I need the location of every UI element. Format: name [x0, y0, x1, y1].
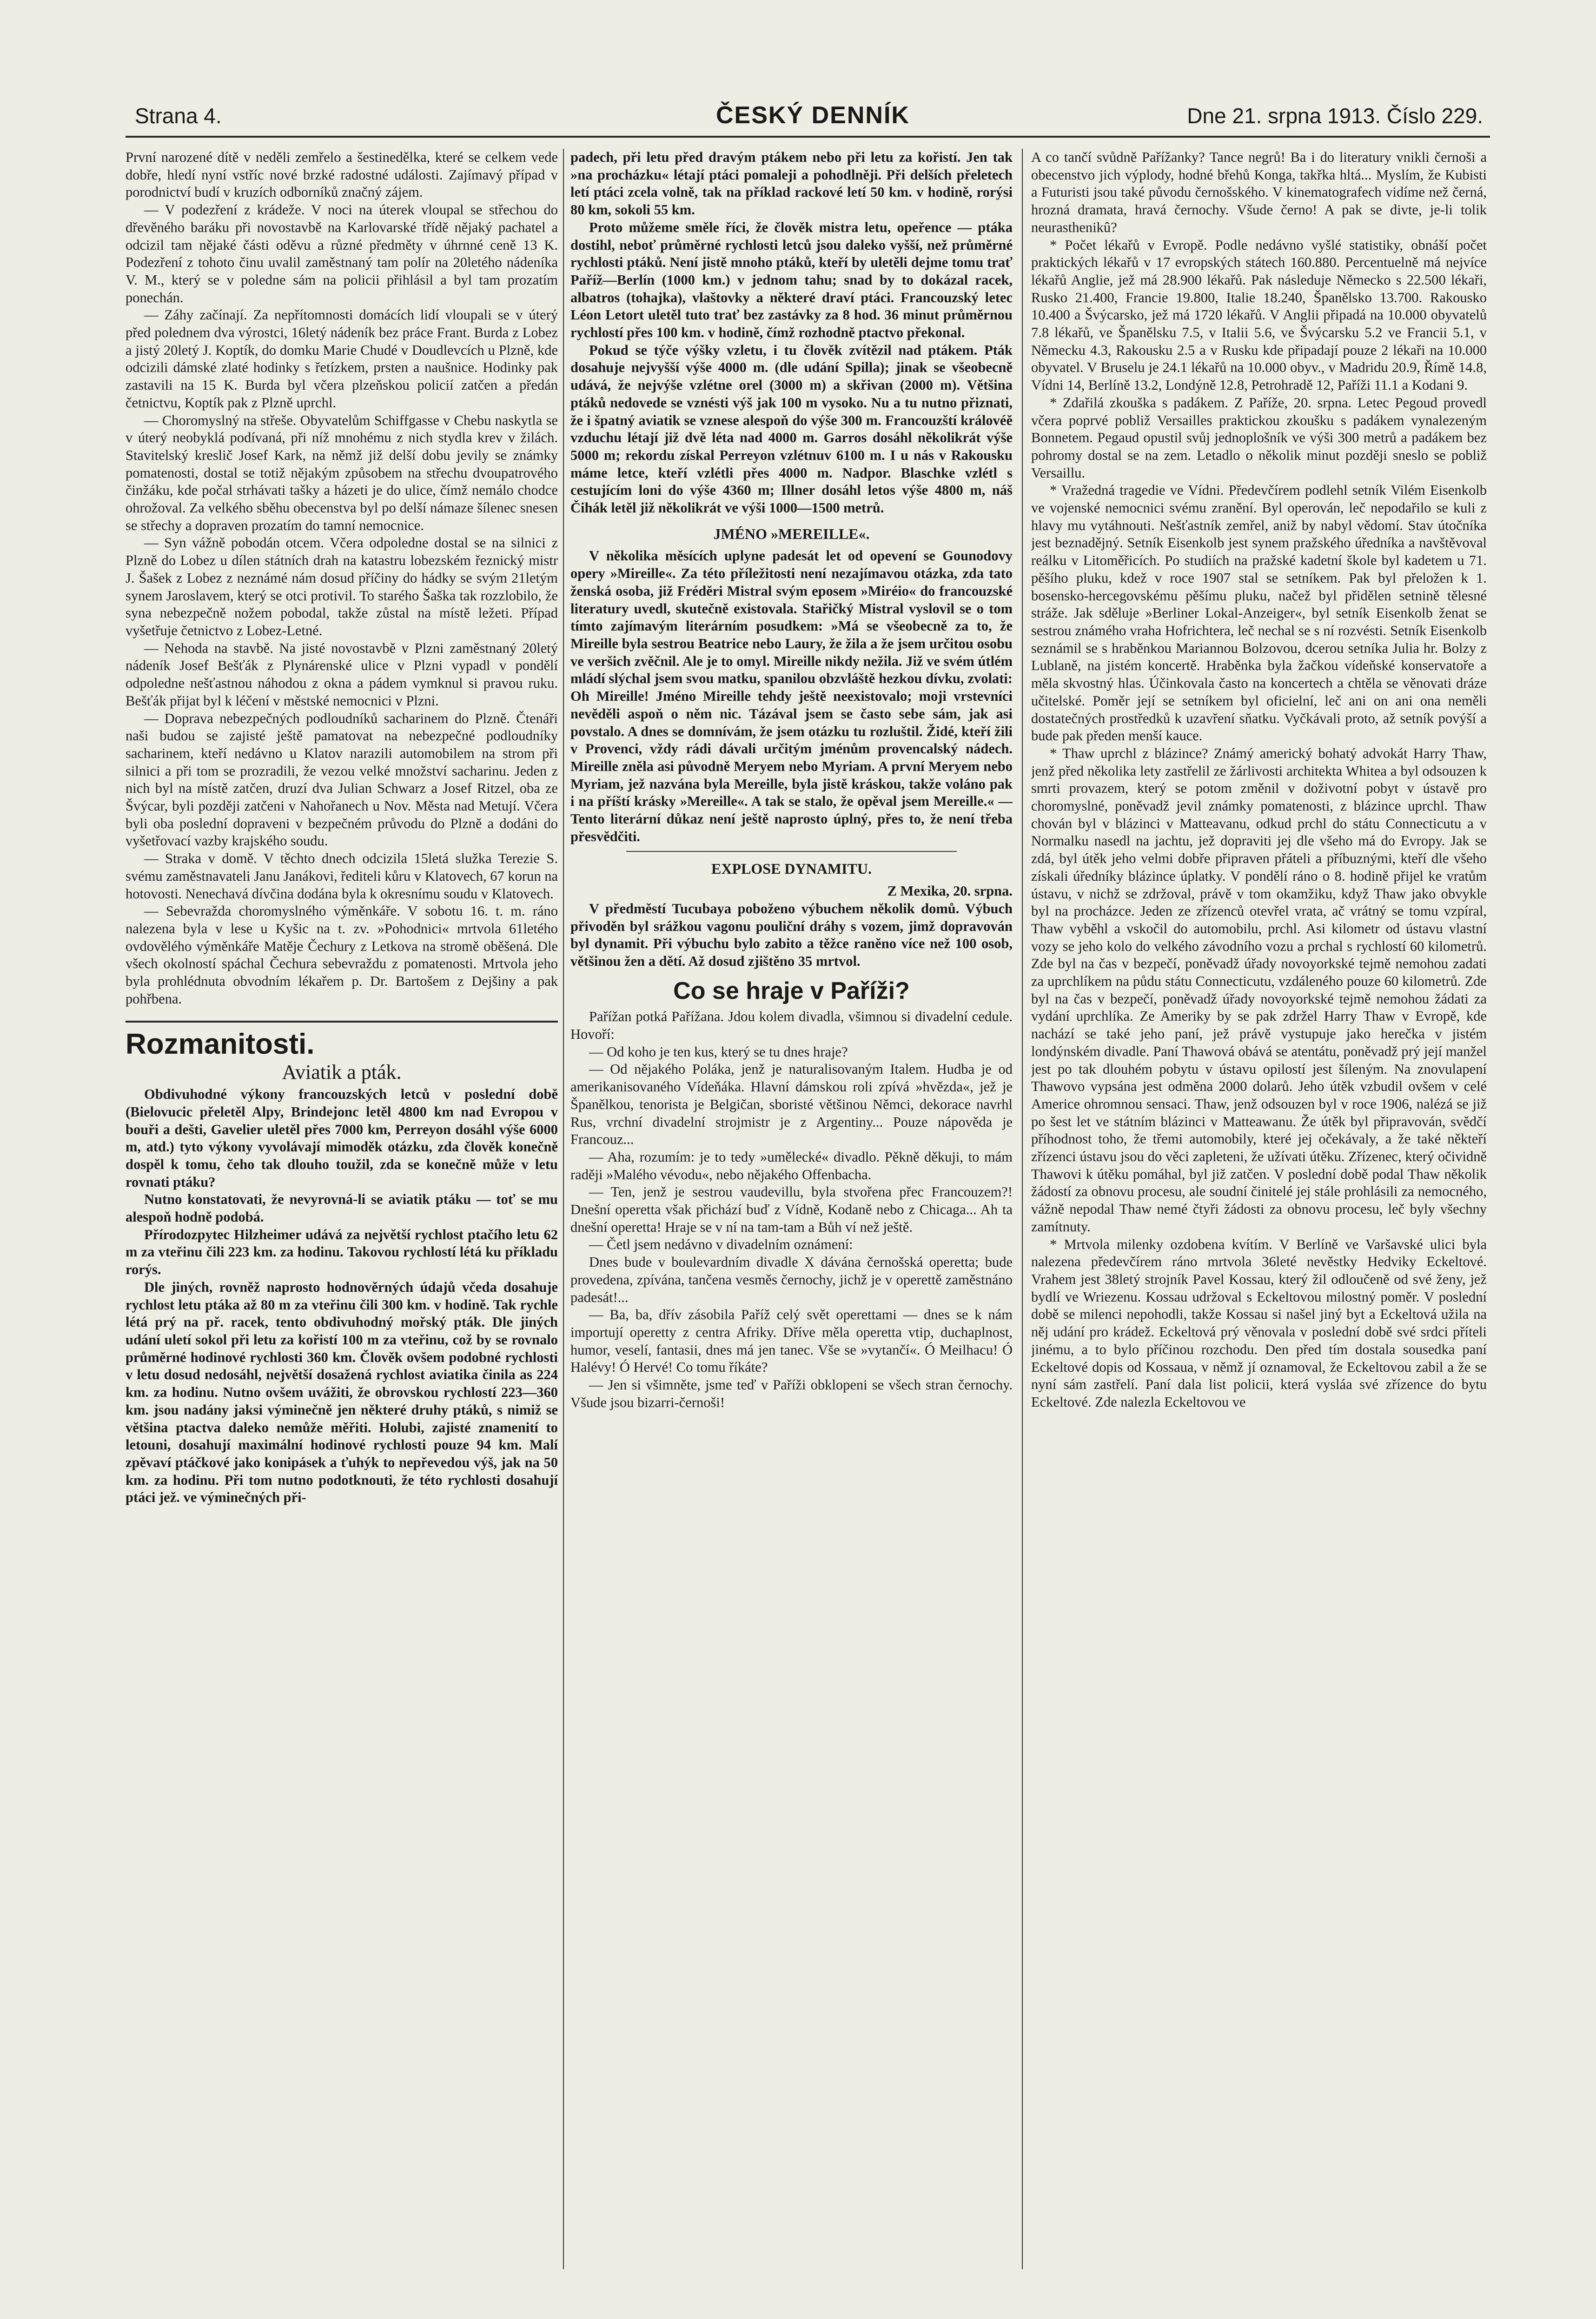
column-2: [570, 149, 1013, 2269]
masthead: ČESKÝ DENNÍK: [716, 102, 910, 129]
article-paragraph: * Počet lékařů v Evropě. Podle nedávno vyšlé statistiky, obnáší počet praktických lékařů v 17 evropských státech 160.880. Percentuelně má nejvíce lékařů Anglie, jež má 28.900 lékařů. Pak následuje Německo s 22.500 lékaři, Rusko 21.400, Francie 19.800, Italie 18.240, Španělsko 13.700. Rakousko 10.400 a Švýcarsko, jež má 1720 lékařů. V Anglii připadá na 10.000 obyvatelů 7.8 lékařů, ve Španělsku 7.5, v Italii 5.6, ve Švýcarsku 5.2 ve Francii 5.1, v Německu 4.3, Rakousku 2.5 a v Rusku kde připadají pouze 2 lékaři na 10.000 obyvatel. V Bruselu je 24.1 lékařů na 10.000 obyv., v Madridu 20.9, Římě 14.8, Vídni 14, Berlíně 13.2, Londýně 12.8, Petrohradě 12, Paříži 11.1 a Kodani 9.: [1031, 237, 1487, 393]
issue-date: Dne 21. srpna 1913. Číslo 229.: [1187, 104, 1483, 128]
article-paragraph: — Ten, jenž je sestrou vaudevillu, byla stvořena přec Francouzem?! Dnešní operetta však přichází buď z Vídně, Kodaně nebo z Chicaga... Ah ta dnešní operetta! Hraje se v ní na tam-tam a Bůh ví než ještě.: [570, 1184, 1013, 1235]
article-paragraph: — Nehoda na stavbě. Na jisté novostavbě v Plzni zaměstnaný 20letý nádeník Josef Bešťák z Plynárenské ulice v Plzni vypadl v pondělí odpoledne nešťastnou náhodou z okna a pádem vymknul si pravou ruku. Bešťák přijat byl k léčení v městské nemocnici v Plzni.: [126, 640, 558, 709]
article-paragraph: Dle jiných, rovněž naprosto hodnověrných údajů včeda dosahuje rychlost letu ptáka až 80 m za vteřinu čili 300 km. v hodině. Tak rychle létá prý na př. racek, tento obdivuhodný mořský pták. Dle jiných udání uletí sokol při letu za kořistí 100 m za vteřinu, což by se rovnalo průměrné hodinové rychlosti 360 km. Člověk ovšem podobné rychlosti v letu dosud nedosáhl, největší dosažená rychlost aviatika činila as 224 km. za hodinu. Nutno ovšem uvážiti, že obrovskou rychlostí 223—360 km. jsou nadány jaksi výminečně jen některé druhy ptáků, s nimiž se většina ptactva daleko nemůže měřiti. Holubi, zajisté znamenití to letouni, dosahují maximální hodinové rychlosti pouze 94 km. Malí zpěvaví ptáčkové jako konipásek a ťuhýk to nepřevedou výš, jak na 50 km. za hodinu. Při tom nutno podotknouti, že této rychlosti dosahují ptáci jež. ve výminečných při-: [126, 1279, 558, 1506]
article-paragraph: Nutno konstatovati, že nevyrovná-li se aviatik ptáku — toť se mu alespoň hodně podobá.: [126, 1191, 558, 1225]
column-1: [126, 149, 558, 2269]
article-paragraph: V několika měsících uplyne padesát let od opevení se Gounodovy opery »Mireille«. Za této příležitosti není nezajímavou otázka, zda tato ženská osoba, již Fréděri Mistral svým eposem »Miréio« do francouzské literatury uvedl, skutečně existovala. Stařičký Mistral vyslovil se o tom tímto zajímavým literárním posudkem: »Má se všeobecně za to, že Mireille byla sestrou Beatrice nebo Laury, že žila a že jsem určitou osobu ve veršich zvěčnil. Ale je to omyl. Mireille nikdy nežila. Již ve svém útlém mládí slýchal jsem svou matku, spanilou obzvláště hezkou dívku, zvolati: Oh Mireille! Jméno Mireille tehdy ještě neexistovalo; moji vrstevníci nevěděli aspoň o něm nic. Tázával jsem se často sebe sám, jak asi povstalo. A dnes se domnívám, že jsem otázku tu rozluštil. Židé, kteří žili v Provenci, vždy rádi dávali určitým jménům provencalský nádech. Mireille zněla asi původně Meryem nebo Myriam. A první Meryem nebo Myriam, jež nazvána byla Mereille, byla jistě kráskou, takže voláno pak i na příští krásky »Mereille«. A tak se stalo, že opěval jsem Mereille.« — Tento literární důkaz není ještě naprosto úplný, přes to, že není třeba přesvědčiti.: [570, 548, 1013, 844]
page-header: [135, 103, 1483, 131]
article-paragraph: padech, při letu před dravým ptákem nebo při letu za kořistí. Jen tak »na procházku« létají ptáci pomaleji a pohodlněji. Při delších přeletech letí ptáci zcela volně, tak na příklad rackové letí 50 km. v hodině, rorýsi 80 km, sokoli 55 km.: [570, 149, 1013, 218]
article-paragraph: — Ba, ba, dřív zásobila Paříž celý svět operettami — dnes se k nám importují operetty z centra Afriky. Dříve měla operetta vtip, duchaplnost, humor, veselí, fantasii, dnes má jen tanec. Vše se »vytančí«. Ó Meilhacu! Ó Halévy! Ó Hervé! Co tomu říkáte?: [570, 1307, 1013, 1375]
article-paragraph: — Straka v domě. V těchto dnech odcizila 15letá služka Terezie S. svému zaměstnavateli Janu Janákovi, řediteli kůru v Klatovech, 67 korun na hotovosti. Nenechavá dívčina dodána byla k okresnímu soudu v Klatovech.: [126, 851, 558, 902]
article-paragraph: * Zdařilá zkouška s padákem. Z Paříže, 20. srpna. Letec Pegoud provedl včera poprvé pobliž Versailles praktickou zkoušku s padákem vynalezeným Bonnetem. Pegaud opustil svůj jednoplošník ve výši 300 metrů a padákem bez pohromy dostal se na zem. Letadlo o několik minut později sneslo se pobliž Versaillu.: [1031, 394, 1487, 481]
article-paragraph: V předměstí Tucubaya poboženo výbuchem několik domů. Výbuch přivoděn byl srážkou vagonu pouliční dráhy s vozem, jimž dopravován byl dynamit. Při výbuchu bylo zabito a těžce raněno více než 100 osob, většinou žen a dětí. Až dosud zjištěno 35 mrtvol.: [570, 900, 1013, 969]
article-paragraph: * Thaw uprchl z blázince? Známý americký bohatý advokát Harry Thaw, jenž před několika lety zastřelil ze žárlivosti architekta Whitea a byl odsouzen k smrti provazem, který se potom změnil v doživotní pobyt v ústavě pro choromyslné, poněvadž jevil známky pomatenosti, z blázince uprchl. Thaw chován byl v blázinci v Matteavanu, odkud prchl do státu Connecticutu a v Normalku nasedl na jachtu, jež dopraviti jej dle všeho má do Evropy. Jak se zdá, byl útěk jeho velmi dobře připraven přáteli a příbuznými, kteří dle všeho získali úředníky blázince úplatky. V pondělí ráno o 8. hodině přijel ke vratům ústavu, v nichž se zdržoval, právě v tom okamžiku, když Thaw jako obvykle byl na procházce. Jeden ze zřízenců otevřel vrata, ač vrátný se tomu vzpíral, Thaw vyběhl a vskočil do automobilu, prchl. Asi kilometr od ústavu vlastní vozy se jeho kolo do velkého závodního vozu a prchal s rychlostí 60 kilometrů. Zde byl na čas v bezpečí, poněvadž úřady novoyorkské tejmě nemohou zadati za uprchlíkem na půdu státu Connecticutu, vzdáleného pouze 60 kilometrů. Zde byl na čas v bezpečí, poněvadž úřady novoyorkské tejmě nemohou žádati za vydání uprchlíka. Ze Ameriky by se pak zdržel Harry Thaw v Evropě, kde nachází se také jeho paní, jež právě vystupuje jako herečka v jistém londýnském divadle. Paní Thawová obává se atentátu, poněvadž prý její manžel jest po tak dlouhém pobytu v ústavu opilostí jest šíleným. Na znovulapení Thawovo vypsána jest odměna 2000 dolarů. Jeho útěk vzbudil ovšem v celé Americe ohromnou sensaci. Thaw, jenž odsouzen byl v roce 1906, nalézá se již po šest let ve státním blázinci v Matteawanu. Že útěk byl připravován, svědčí příhodnost toho, že třemi automobily, které jej očekávaly, a že také někteří zřízenci ústavu jsou do věci zapleteni, že užívati útěku. Zřízenec, který očividně Thawovi k útěku pomáhal, byl již zatčen. V poslední době podal Thaw několik žádostí za obnovu procesu, ale soudní činitelé jej stále prohlásili za nemocného, vážně nepodal Thaw nemé čtyři žádosti za obnovu procesu, leč byly všechny zamítnuty.: [1031, 745, 1487, 1235]
section-title: Rozmanitosti.: [126, 1021, 558, 1061]
header-rule: [126, 136, 1490, 138]
article-paragraph: — Od nějakého Poláka, jenž je naturalisovaným Italem. Hudba je od amerikanisovaného Vídeňáka. Hlavní dámskou roli zpívá »hvězda«, jež je Španělkou, tenorista je Belgičan, sboristé většinou Němci, dekorace navrhl Rus, vrchní divadelní strojmistr je z Argentiny... Pouze nápověda je Francouz...: [570, 1061, 1013, 1148]
article-paragraph: Přírodozpytec Hilzheimer udává za největší rychlost ptačího letu 62 m za vteřinu čili 223 km. za hodinu. Takovou rychlostí létá ku příkladu rorýs.: [126, 1226, 558, 1278]
page-number: Strana 4.: [135, 104, 222, 128]
article-title: EXPLOSE DYNAMITU.: [711, 860, 872, 877]
article-title: Aviatik a pták.: [282, 1061, 402, 1084]
article-divider: [626, 851, 957, 852]
article-title: Co se hraje v Paříži?: [673, 977, 910, 1004]
article-paragraph: — Syn vážně pobodán otcem. Včera odpoledne dostal se na silnici z Plzně do Lobez u dílen státních drah na katastru lobezském řeznický mistr J. Šašek z Lobez z neznámé nám dosud příčiny do hádky se svým 21letým synem Jaroslavem, který se otci protivil. To starého Šaška tak rozzlobilo, že syna nebezpečně nožem pobodal, takže zůstal na místě ležeti. Případ vyšetřuje četnictvo z Lobez-Letné.: [126, 535, 558, 638]
article-paragraph: Pařížan potká Pařížana. Jdou kolem divadla, všimnou si divadelní cedule. Hovoří:: [570, 1009, 1013, 1043]
article-paragraph: * Vražedná tragedie ve Vídni. Předevčírem podlehl setník Vilém Eisenkolb ve vojenské nemocnici svému zranění. Byl operován, leč nepodařilo se kuli z hlavy mu vytáhnouti. Nešťastník zemřel, aniž by nabyl vědomí. Stav útočníka jest beznadějný. Setník Eisenkolb jest synem pražského úředníka a navštěvoval reálku v Litoměřicích. Po studiích na pražské kadetní škole byl kadetem u 71. pěšího pluku, kdež v roce 1907 stal se setníkem. Pak byl přeložen k 1. bosensko-hercegovskému pěšímu pluku, načež byl přidělen setnině tělesné stráže. Jak sděluje »Berliner Lokal-Anzeiger«, byl setník Eisenkolb ženat se sestrou známého vraha Hofrichtera, leč nechal se s ní rozvésti. Setník Eisenkolb seznámil se s hraběnkou Mariannou Bolzovou, dcerou setníka Julia hr. Bolzy z Lublaně, na jistém koncertě. Hraběnka byla žačkou vídeňské konservatoře a měla skvostný hlas. Účinkovala často na koncertech a chtěla se věnovati dráze učitelské. Poměr její se setníkem byl oficielní, leč ani on ani ona neměli dostatečných prostředků k uzavření sňatku. Vyčkávali proto, až setník povýší a bude pak předen menší kauce.: [1031, 482, 1487, 744]
article-paragraph: — Od koho je ten kus, který se tu dnes hraje?: [589, 1043, 848, 1060]
article-paragraph: První narozené dítě v neděli zemřelo a šestinedělka, které se celkem vede dobře, hledí nyní vstříc nové brzké radostné události. Zajímavý případ v porodnictví budí v kruzích odborníků značný zájem.: [126, 149, 558, 200]
article-paragraph: — Choromyslný na střeše. Obyvatelům Schiffgasse v Chebu naskytla se v úterý neobyklá podívaná, při níž mnohému z nich stydla krev v žilách. Stavitelský kreslič Josef Kark, na němž již delší dobu jevily se známky pomatenosti, dostal se totiž nějakým způsobem na střechu dvoupatrového činžáku, kde počal strhávati tašky a házeti je do ulice, čímž nemálo chodce ohrožoval. Za velkého sběhu obecenstva byl po delší námaze šílenec snesen se střechy a dopraven prozatím do tamní nemocnice.: [126, 412, 558, 533]
article-paragraph: — Doprava nebezpečných podloudníků sacharinem do Plzně. Čtenáři naši budou se zajisté ještě pamatovat na nebezpečné podloudníky sacharinem, kteří nedávno u Klatov narazili automobilem na strom při silnici a při tom se prozradili, že vezou velké množství sacharinu. Jeden z nich byl na místě zatčen, druzí dva Julian Schwarz a Josef Ritzel, oba ze Švýcar, byli později zatčeni v Nahořanech u Nov. Města nad Metují. Včera byli oba poslední dopraveni v bezpečném průvodu do Plzně a dodáni do vyšetřovací vazby krajského soudu.: [126, 710, 558, 849]
article-paragraph: — Četl jsem nedávno v divadelním oznámení:: [589, 1236, 853, 1253]
article-paragraph: Pokud se týče výšky vzletu, i tu člověk zvítězil nad ptákem. Pták dosahuje nejvyšší výše 4000 m. (dle udání Spilla); jinak se všeobecně udává, že nejvýše vzlétne orel (3000 m) a skřivan (2000 m). Většina ptáků nedovede se vznésti výš jak 100 m vysoko. Nu a tu nutno přiznati, že i špatný aviatik se vznese alespoň do výše 300 m. Francouzští královéě vzduchu létají již dvě léta nad 4000 m. Garros dosáhl několikrát výše 5000 m; rekordu získal Perreyon vzlétnuv 6100 m. I u nás v Rakousku máme letce, kteří vzlétli přes 4000 m. Nadpor. Blaschke vzlétl s cestujícím loni do výše 4360 m; Illner dosáhl letos výše 4800 m, náš Čihák letěl již několikrát ve výši 1000—1500 metrů.: [570, 342, 1013, 516]
article-paragraph: — Sebevražda choromyslného výměnkáře. V sobotu 16. t. m. ráno nalezena byla v lese u Kyšic na t. zv. »Pohodnici« mrtvola 61letého ovdovělého výměnkáře Matěje Čechury z Letkova na stromě oběšená. Dle všech okolností spáchal Čechura sebevraždu z pomatenosti. Mrtvola jeho byla prohlédnuta obvodním lékařem p. Dr. Bartošem z Dejšiny a pak pohřbena.: [126, 903, 558, 1007]
article-paragraph: Proto můžeme směle říci, že člověk mistra letu, opeřence — ptáka dostihl, neboť průměrné rychlosti letců jsou daleko vyšší, než průměrné rychlosti ptáků. Není jistě mnoho ptáků, kteří by uletěli dejme tomu trať Paříž—Berlín (1000 km.) v jednom tahu; snad by to dokázal racek, albatros (tohajka), vlaštovky a některé draví ptáci. Francouzský letec Léon Letort uletěl tuto trať bez zastávky za 8 hod. 36 minut průměrnou rychlostí přes 100 km. v hodině, čímž rozhodně ptactvo překonal.: [570, 219, 1013, 341]
dateline: Z Mexika, 20. srpna.: [887, 883, 1013, 899]
article-paragraph: A co tančí svůdně Pařížanky? Tance negrů! Ba i do literatury vnikli černoši a obecenstvo jich výplody, hodné břehů Konga, takřka hltá... Myslím, že Kubisti a Futuristi jsou také původu černošského. V kinematografech vidíme než černá, hrozná dramata, hravá černochy. Všude černo! A pak se divte, je-li tolik neurasthenikû?: [1031, 149, 1487, 235]
column-divider-1: [563, 149, 564, 2269]
article-title: JMÉNO »MEREILLE«.: [713, 525, 870, 542]
article-paragraph: * Mrtvola milenky ozdobena kvítím. V Berlíně ve Varšavské ulici byla nalezena předevčírem ráno mrtvola 36leté nevěstky Hedviky Eckeltové. Vrahem jest 38letý strojník Pavel Kossau, který žil odloučeně od své ženy, jež bydlí ve Wriezenu. Kossau udržoval s Eckeltovou milostný poměr. V poslední době se milenci nepohodli, takže Kossau si našel jiný byt a Eckeltová užila na něj udání pro krádež. Eckeltová prý věnovala v poslední době své srdci příteli jinému, a to bylo příčinou rozchodu. Den před tím dostala sousedka paní Eckeltové dopis od Kossaua, v němž jí oznamoval, že Eckeltovou zabil a že se nyní sám zastřelí. Paní dala list policii, která vysláa své zřízence do bytu Eckeltové. Zde nalezla Eckeltovou ve: [1031, 1236, 1487, 1410]
column-3: [1031, 149, 1487, 2269]
article-paragraph: Dnes bude v boulevardním divadle X dávána černošská operetta; bude provedena, zpívána, tančena vesměs černochy, jichž je v operettě zaměstnáno padesát!...: [570, 1254, 1013, 1305]
article-paragraph: Obdivuhodné výkony francouzských letců v poslední době (Bielovucic přeletěl Alpy, Brindejonc letěl 4800 km nad Evropou v bouři a dešti, Gavelier uletěl přes 7000 km, Perreyon dosáhl výše 6000 m, atd.) tyto výkony vyvolávají mimoděk otázku, zda člověk konečně dospěl k tomu, čeho tak dlouho toužil, zda se konečně může v letu rovnati ptáku?: [126, 1086, 558, 1190]
article-paragraph: — Aha, rozumím: je to tedy »umělecké« divadlo. Pěkně děkuji, to mám raději »Malého vévodu«, nebo nějakého Offenbacha.: [570, 1149, 1013, 1183]
article-paragraph: — Jen si všimněte, jsme teď v Paříži obklopeni se všech stran černochy. Všude jsou bizarri-černoši!: [570, 1377, 1013, 1410]
article-paragraph: — Záhy začínají. Za nepřítomnosti domácích lidí vloupali se v úterý před polednem dva výrostci, 16letý nádeník bez práce Frant. Burda z Lobez a jistý 20letý J. Koptík, do domku Marie Chudé v Doudlevcích u Plzně, kde odcizili dámské zlaté hodinky s řetízkem, prsten a naušnice. Hodinky pak zastavili na 15 K. Burda byl včera plzeňskou policií zatčen a předán četnictvu, Koptík pak z Plzně uprchl.: [126, 307, 558, 411]
column-divider-2: [1022, 149, 1023, 2269]
article-paragraph: — V podezření z krádeže. V noci na úterek vloupal se střechou do dřevěného baráku při novostavbě na Karlovarské třídě nějaký pachatel a odcizil tam nějaké části oděvu a různé předměty v úhrnné ceně 13 K. Podezření z tohoto činu uvalil zaměstnaný tam polír na 20letého nádeníka V. M., který se v poledne sám na policii přihlásil a byl tam prozatím ponechán.: [126, 202, 558, 306]
